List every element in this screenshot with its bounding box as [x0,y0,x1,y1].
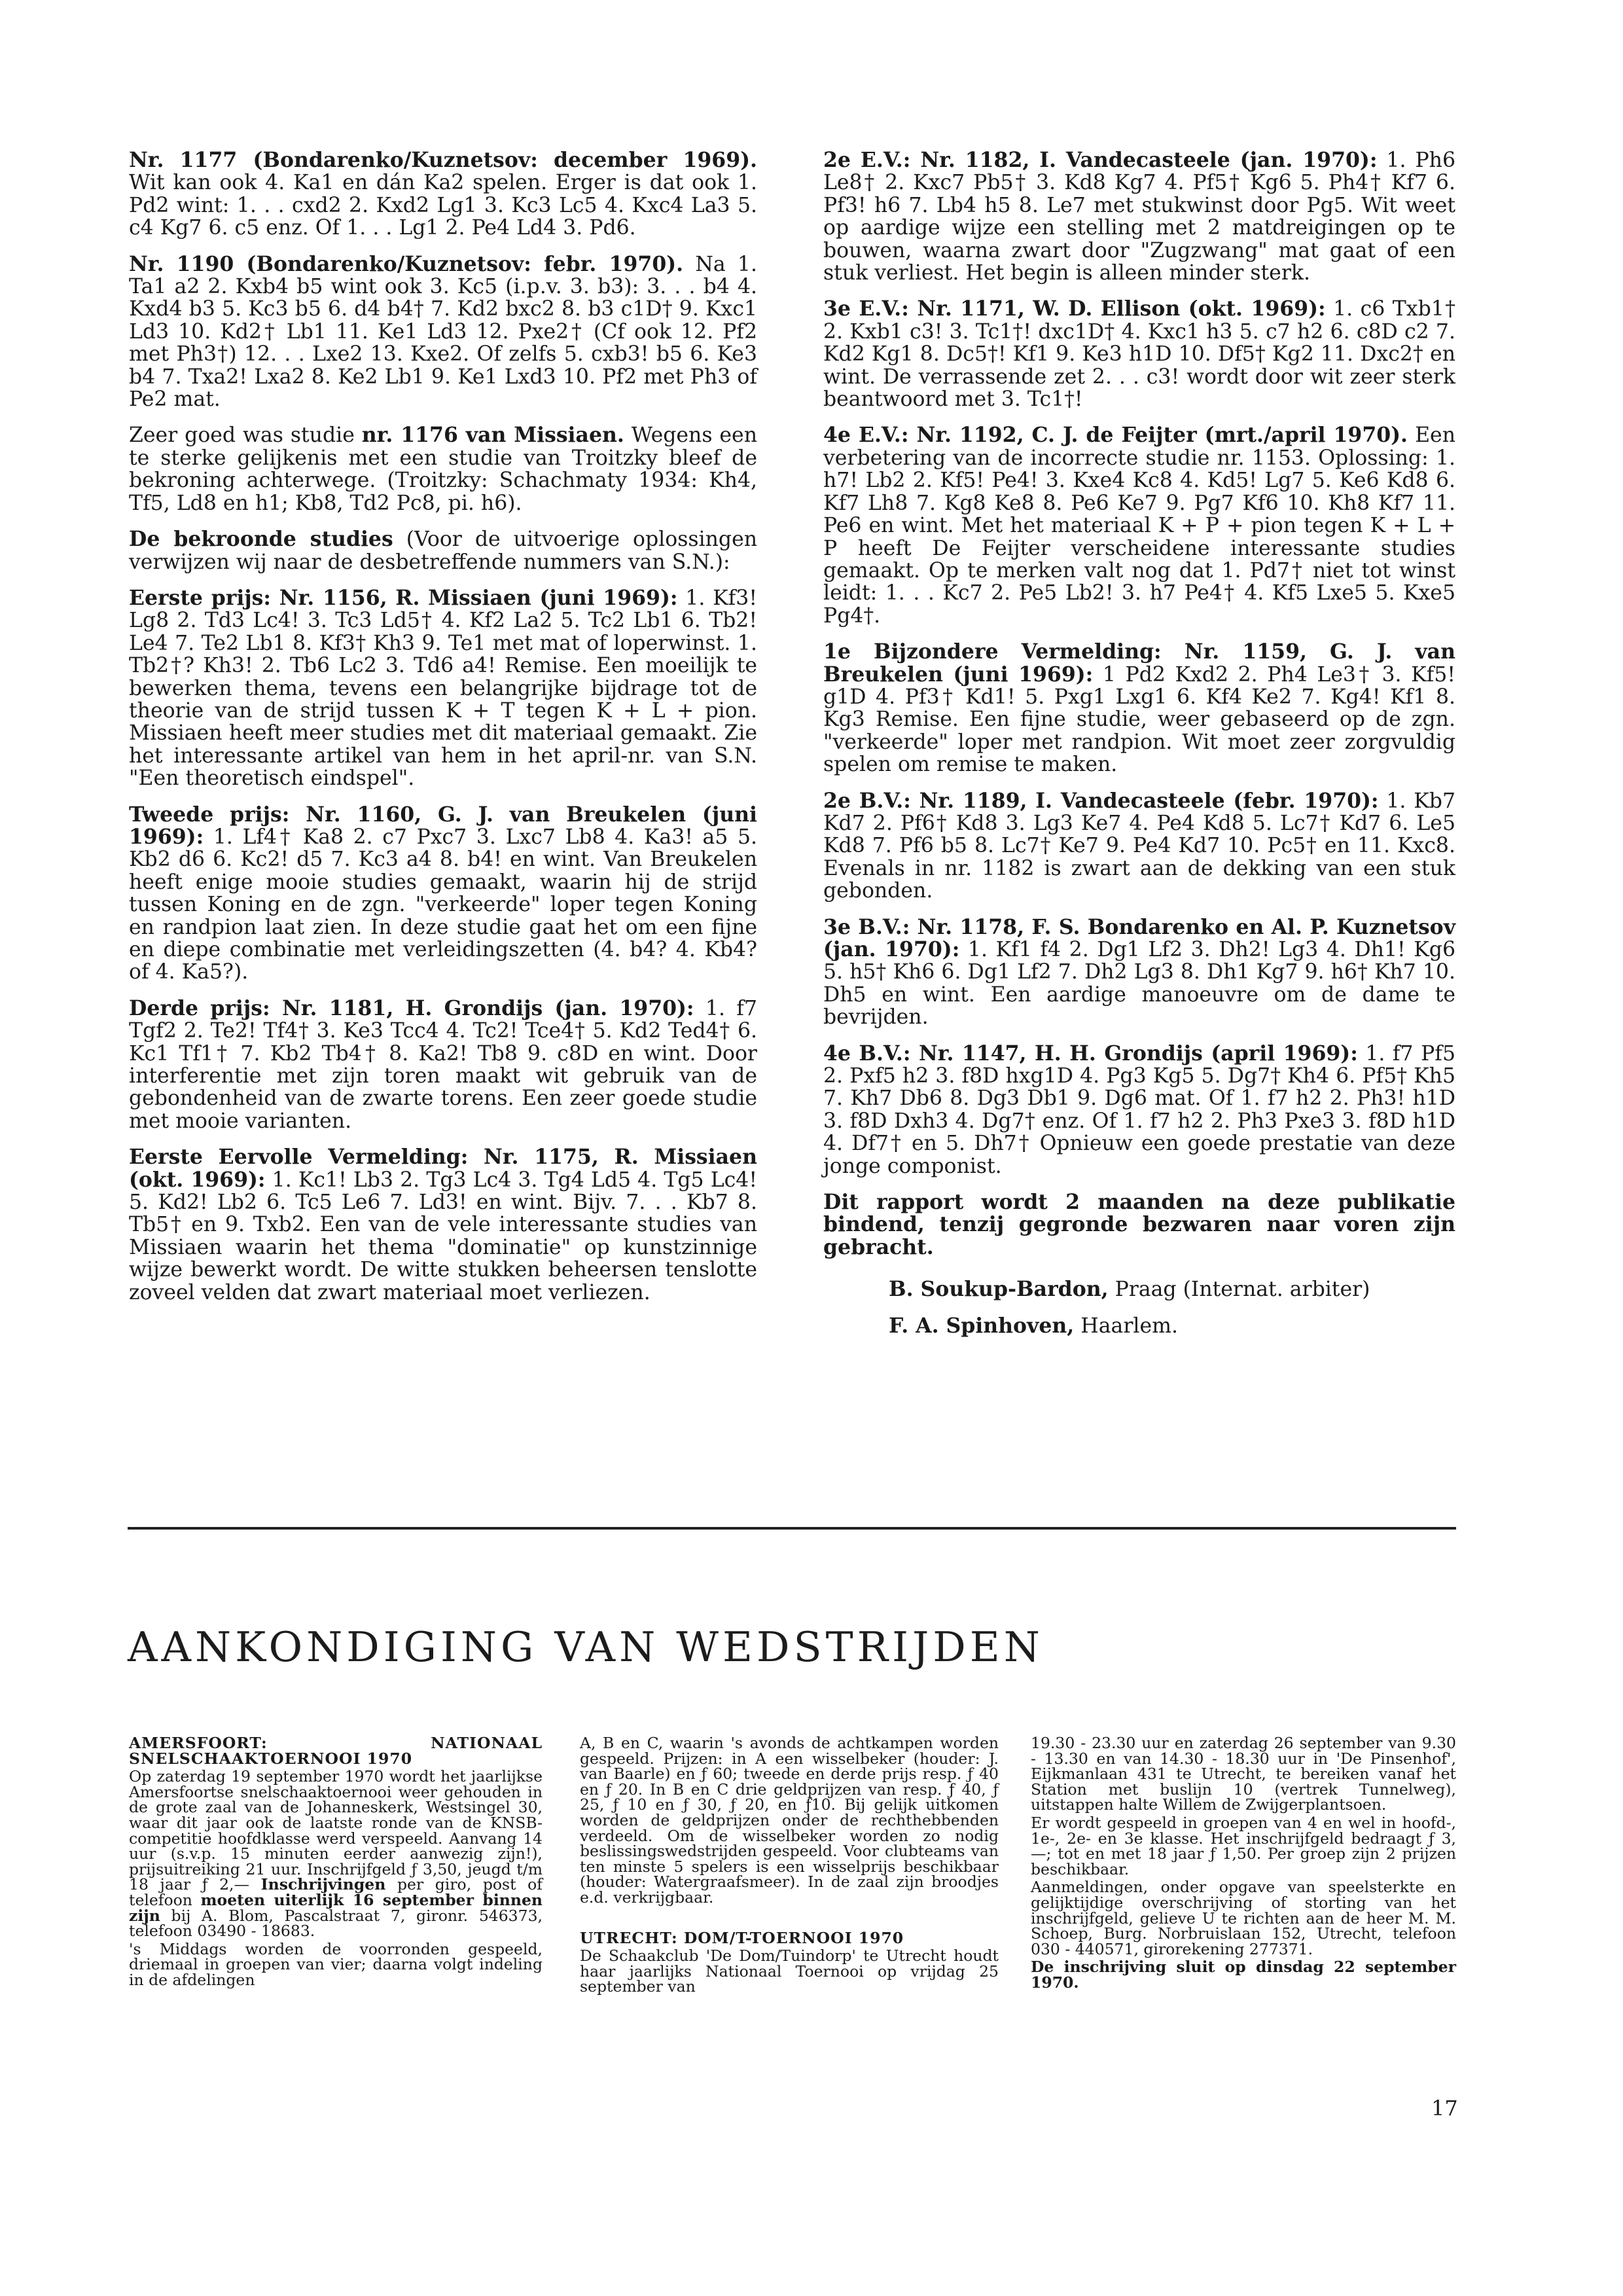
announcement-column-1 [129,1736,543,1991]
paragraph: De Schaakclub 'De Dom/Tuindorp' te Utrecht houdt haar jaarlijks Nationaal Toernooi op vrijdag 25 september van [580,1946,999,1996]
paragraph: 3e B.V.: Nr. 1178, F. S. Bondarenko en Al. P. Kuznetsov (jan. 1970): 1. Kf1 f4 2. Dg1 Lf2 3. Dh2! Lg3 4. Dh1! Kg6 5. h5† Kh6 6. Dg1 Lf2 7. Dh2 Lg3 8. Dh1 Kg7 9. h6† Kh7 10. Dh5 en wint. Een aardige manoeuvre om de dame te bevrijden. [823,914,1455,1030]
paragraph: De inschrijving sluit op dinsdag 22 september 1970. [1031,1958,1456,1992]
paragraph: F. A. Spinhoven, Haarlem. [889,1313,1178,1338]
paragraph: Zeer goed was studie nr. 1176 van Missiaen. Wegens een te sterke gelijkenis met een studie van Troitzky bleef de bekroning achterwege. (Troitzky: Schachmaty 1934: Kh4, Tf5, Ld8 en h1; Kb8, Td2 Pc8, pi. h6). [129,423,757,515]
right-column [823,149,1455,1351]
section-divider [128,1527,1456,1530]
paragraph: Aanmeldingen, onder opgave van speelsterkte en gelijktijdige overschrijving of storting van het inschrijfgeld, gelieve U te richten aan de heer M. M. Schoep, Burg. Norbruislaan 152, Utrecht, telefoon 030 - 440571, girorekening 277371. [1031,1878,1456,1958]
paragraph: Op zaterdag 19 september 1970 wordt het jaarlijkse Amersfoortse snelschaaktoernooi weer gehouden in de grote zaal van de Johanneskerk, Westsingel 30, waar dit jaar ook de laatste ronde van de KNSB-competitie hoofdklasse werd verspeeld. Aanvang 14 uur (s.v.p. 15 minuten eerder aanwezig zijn!), prijsuitreiking 21 uur. Inschrijfgeld ƒ 3,50, jeugd t/m 18 jaar ƒ 2,— Inschrijvingen per giro, post of telefoon moeten uiterlijk 16 september binnen zijn bij A. Blom, Pascalstraat 7, gironr. 546373, telefoon 03490 - 18683. [129,1767,543,1941]
paragraph: A, B en C, waarin 's avonds de achtkampen worden gespeeld. Prijzen: in A een wisselbeker (houder: J. van Baarle) en ƒ 60; tweede en derde prijs resp. ƒ 40 en ƒ 20. In B en C drie geldprijzen van resp. ƒ 40, ƒ 25, ƒ 10 en ƒ 30, ƒ 20, en ƒ10. Bij gelijk uitkomen worden de geldprijzen onder de rechthebbenden verdeeld. Om de wisselbeker worden zo nodig beslissingswedstrijden gespeeld. Voor clubteams van ten minste 5 spelers is een wisselprijs beschikbaar (houder: Watergraafsmeer). In de zaal zijn broodjes e.d. verkrijgbaar. [580,1734,999,1907]
paragraph: Er wordt gespeeld in groepen van 4 en wel in hoofd-, 1e-, 2e- en 3e klasse. Het inschrijfgeld bedraagt ƒ 3,—; tot en met 18 jaar ƒ 1,50. Per groep zijn 2 prijzen beschikbaar. [1031,1813,1456,1878]
paragraph: Nr. 1177 (Bondarenko/Kuznetsov: december 1969). Wit kan ook 4. Ka1 en dán Ka2 spelen. Erger is dat ook 1. Pd2 wint: 1. . . cxd2 2. Kxd2 Lg1 3. Kc3 Lc5 4. Kxc4 La3 5. c4 Kg7 6. c5 enz. Of 1. . . Lg1 2. Pe4 Ld4 3. Pd6. [129,148,757,240]
paragraph: 's Middags worden de voorronden gespeeld, driemaal in groepen van vier; daarna volgt indeling in de afdelingen [129,1939,543,1989]
paragraph: 1e Bijzondere Vermelding: Nr. 1159, G. J. van Breukelen (juni 1969): 1 Pd2 Kxd2 2. Ph4 Le3† 3. Kf5! g1D 4. Pf3† Kd1! 5. Pxg1 Lxg1 6. Kf4 Ke2 7. Kg4! Kf1 8. Kg3 Remise. Een fijne studie, weer gebaseerd op de zgn. "verkeerde" loper met randpion. Wit moet zeer zorgvuldig spelen om remise te maken. [823,639,1455,777]
announcement-column-3 [1031,1736,1456,1994]
announcement-heading: AANKONDIGING VAN WEDSTRIJDEN [128,1623,1044,1671]
paragraph: 3e E.V.: Nr. 1171, W. D. Ellison (okt. 1969): 1. c6 Txb1† 2. Kxb1 c3! 3. Tc1†! dxc1D† 4. Kxc1 h3 5. c7 h2 6. c8D c2 7. Kd2 Kg1 8. Dc5†! Kf1 9. Ke3 h1D 10. Df5† Kg2 11. Dxc2† en wint. De verrassende zet 2. . . c3! wordt door wit zeer sterk beantwoord met 3. Tc1†! [823,296,1455,412]
paragraph: Tweede prijs: Nr. 1160, G. J. van Breukelen (juni 1969): 1. Lf4† Ka8 2. c7 Pxc7 3. Lxc7 Lb8 4. Ka3! a5 5. Kb2 d6 6. Kc2! d5 7. Kc3 a4 8. b4! en wint. Van Breukelen heeft enige mooie studies gemaakt, waarin hij de strijd tussen Koning en de zgn. "verkeerde" loper tegen Koning en randpion laat zien. In deze studie gaat het om een fijne en diepe combinatie met verleidingszetten (4. b4? 4. Kb4? of 4. Ka5?). [129,802,757,984]
paragraph: Eerste prijs: Nr. 1156, R. Missiaen (juni 1969): 1. Kf3! Lg8 2. Td3 Lc4! 3. Tc3 Ld5† 4. Kf2 La2 5. Tc2 Lb1 6. Tb2! Le4 7. Te2 Lb1 8. Kf3† Kh3 9. Te1 met mat of loperwinst. 1. Tb2†? Kh3! 2. Tb6 Lc2 3. Td6 a4! Remise. Een moeilijk te bewerken thema, tevens een belangrijke bijdrage tot de theorie van de strijd tussen K + T tegen K + L + pion. Missiaen heeft meer studies met dit materiaal gemaakt. Zie het interessante artikel van hem in het april-nr. van S.N. "Een theoretisch eindspel". [129,585,757,791]
left-column [129,149,757,1318]
paragraph: Dit rapport wordt 2 maanden na deze publikatie bindend, tenzij gegronde bezwaren naar voren zijn gebracht. [823,1190,1455,1259]
paragraph: 4e E.V.: Nr. 1192, C. J. de Feijter (mrt./april 1970). Een verbetering van de incorrecte studie nr. 1153. Oplossing: 1. h7! Lb2 2. Kf5! Pe4! 3. Kxe4 Kc8 4. Kd5! Lg7 5. Ke6 Kd8 6. Kf7 Lh8 7. Kg8 Ke8 8. Pe6 Ke7 9. Pg7 Kf6 10. Kh8 Kf7 11. Pe6 en wint. Met het materiaal K + P + pion tegen K + L + P heeft De Feijter verscheidene interessante studies gemaakt. Op te merken valt nog dat 1. Pd7† niet tot winst leidt: 1. . . Kc7 2. Pe5 Lb2! 3. h7 Pe4† 4. Kf5 Lxe5 5. Kxe5 Pg4†. [823,423,1455,628]
paragraph: UTRECHT: DOM/T-TOERNOOI 1970 [580,1928,904,1947]
paragraph: B. Soukup-Bardon, Praag (Internat. arbiter) [889,1277,1370,1302]
announcement-column-2 [580,1736,999,1998]
paragraph: De bekroonde studies (Voor de uitvoerige oplossingen verwijzen wij naar de desbetreffende nummers van S.N.): [129,527,757,574]
paragraph: 19.30 - 23.30 uur en zaterdag 26 september van 9.30 - 13.30 en van 14.30 - 18.30 uur in 'De Pinsenhof', Eijkmanlaan 431 te Utrecht, te bereiken vanaf het Station met buslijn 10 (vertrek Tunnelweg), uitstappen halte Willem de Zwijgerplantsoen. [1031,1734,1456,1814]
page-number: 17 [1431,2096,1458,2121]
paragraph: 4e B.V.: Nr. 1147, H. H. Grondijs (april 1969): 1. f7 Pf5 2. Pxf5 h2 3. f8D hxg1D 4. Pg3 Kg5 5. Dg7† Kh4 6. Pf5† Kh5 7. Kh7 Db6 8. Dg3 Db1 9. Dg6 mat. Of 1. f7 h2 2. Ph3! h1D 3. f8D Dxh3 4. Dg7† enz. Of 1. f7 h2 2. Ph3 Pxe3 3. f8D h1D 4. Df7† en 5. Dh7† Opnieuw een goede prestatie van deze jonge componist. [823,1041,1455,1178]
right-column-paragraphs [823,149,1455,1259]
signatures [823,1278,1455,1337]
paragraph: Derde prijs: Nr. 1181, H. Grondijs (jan. 1970): 1. f7 Tgf2 2. Te2! Tf4† 3. Ke3 Tcc4 4. Tc2! Tce4† 5. Kd2 Ted4† 6. Kc1 Tf1† 7. Kb2 Tb4† 8. Ka2! Tb8 9. c8D en wint. Door interferentie met zijn toren maakt wit gebruik van de gebondenheid van de zwarte torens. Een zeer goede studie met mooie varianten. [129,996,758,1133]
paragraph: Nr. 1190 (Bondarenko/Kuznetsov: febr. 1970). Na 1. Ta1 a2 2. Kxb4 b5 wint ook 3. Kc5 (i.p.v. 3. b3): 3. . . b4 4. Kxd4 b3 5. Kc3 b5 6. d4 b4† 7. Kd2 bxc2 8. b3 c1D† 9. Kxc1 Ld3 10. Kd2† Lb1 11. Ke1 Ld3 12. Pxe2† (Cf ook 12. Pf2 met Ph3†) 12. . . Lxe2 13. Kxe2. Of zelfs 5. cxb3! b5 6. Ke3 b4 7. Txa2! Lxa2 8. Ke2 Lb1 9. Ke1 Lxd3 10. Pf2 met Ph3 of Pe2 mat. [129,251,757,412]
paragraph: 2e E.V.: Nr. 1182, I. Vandecasteele (jan. 1970): 1. Ph6 Le8† 2. Kxc7 Pb5† 3. Kd8 Kg7 4. Pf5† Kg6 5. Ph4† Kf7 6. Pf3! h6 7. Lb4 h5 8. Le7 met stukwinst door Pg5. Wit weet op aardige wijze een stelling met 2 matdreigingen op te bouwen, waarna zwart door "Zugzwang" mat gaat of een stuk verliest. Het begin is alleen minder sterk. [823,148,1455,285]
paragraph: AMERSFOORT: NATIONAAL SNELSCHAAKTOERNOOI 1970 [129,1734,543,1768]
paragraph: 2e B.V.: Nr. 1189, I. Vandecasteele (febr. 1970): 1. Kb7 Kd7 2. Pf6† Kd8 3. Lg3 Ke7 4. Pe4 Kd8 5. Lc7† Kd7 6. Le5 Kd8 7. Pf6 b5 8. Lc7† Ke7 9. Pe4 Kd7 10. Pc5† en 11. Kxc8. Evenals in nr. 1182 is zwart aan de dekking van een stuk gebonden. [823,788,1455,903]
paragraph: Eerste Eervolle Vermelding: Nr. 1175, R. Missiaen (okt. 1969): 1. Kc1! Lb3 2. Tg3 Lc4 3. Tg4 Ld5 4. Tg5 Lc4! 5. Kd2! Lb2 6. Tc5 Le6 7. Ld3! en wint. Bijv. 7. . . Kb7 8. Tb5† en 9. Txb2. Een van de vele interessante studies van Missiaen waarin het thema "dominatie" op kunstzinnige wijze bewerkt wordt. De witte stukken beheersen tenslotte zoveel velden dat zwart materiaal moet verliezen. [129,1145,757,1304]
